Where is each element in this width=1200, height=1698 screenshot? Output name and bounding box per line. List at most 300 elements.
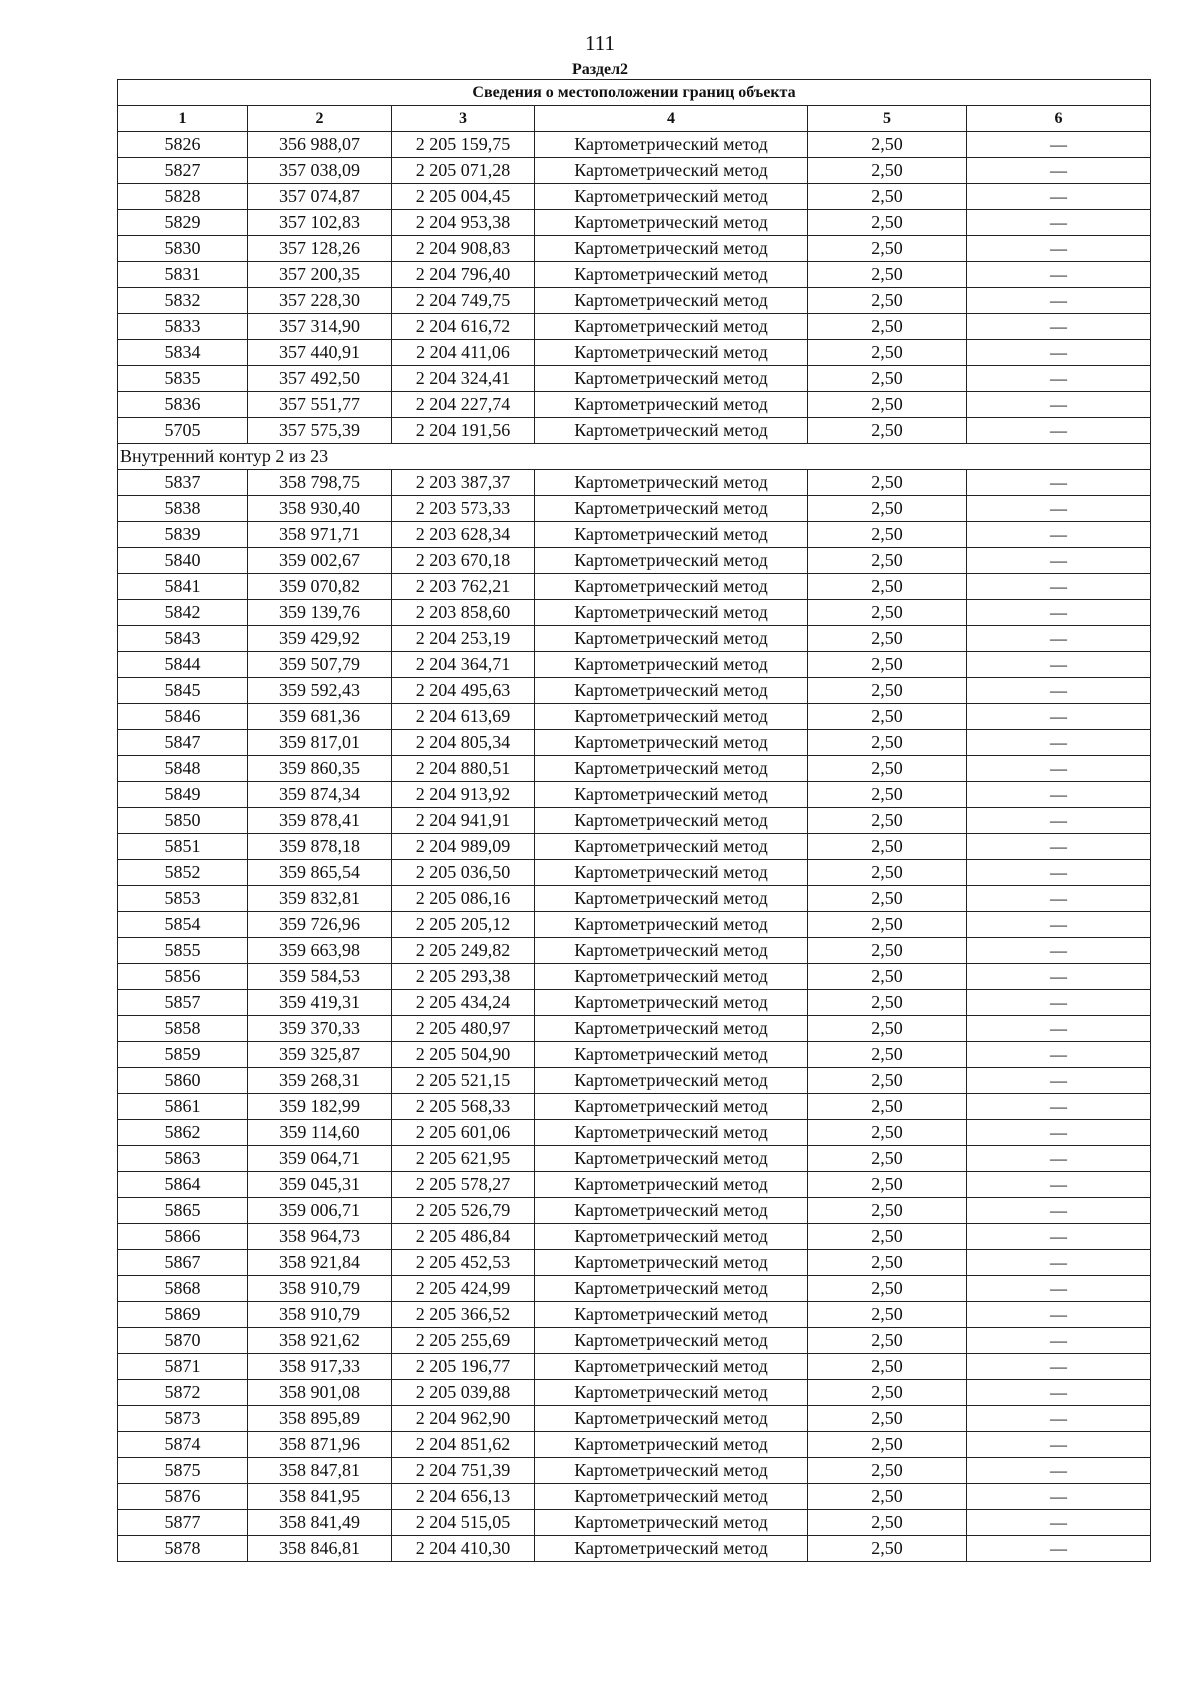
description-cell: — — [967, 548, 1151, 574]
x-coordinate-cell: 359 429,92 — [248, 626, 392, 652]
table-row — [118, 184, 1151, 210]
accuracy-cell: 2,50 — [808, 470, 967, 496]
description-cell: — — [967, 262, 1151, 288]
table-row — [118, 340, 1151, 366]
accuracy-cell: 2,50 — [808, 600, 967, 626]
accuracy-cell: 2,50 — [808, 938, 967, 964]
table-row — [118, 418, 1151, 444]
method-cell: Картометрический метод — [535, 236, 808, 262]
table-row — [118, 1172, 1151, 1198]
table-row — [118, 756, 1151, 782]
point-number-cell: 5861 — [118, 1094, 248, 1120]
accuracy-cell: 2,50 — [808, 1354, 967, 1380]
description-cell: — — [967, 522, 1151, 548]
point-number-cell: 5854 — [118, 912, 248, 938]
y-coordinate-cell: 2 204 253,19 — [392, 626, 535, 652]
x-coordinate-cell: 357 575,39 — [248, 418, 392, 444]
y-coordinate-cell: 2 204 616,72 — [392, 314, 535, 340]
y-coordinate-cell: 2 205 601,06 — [392, 1120, 535, 1146]
y-coordinate-cell: 2 205 434,24 — [392, 990, 535, 1016]
description-cell: — — [967, 600, 1151, 626]
y-coordinate-cell: 2 204 751,39 — [392, 1458, 535, 1484]
method-cell: Картометрический метод — [535, 912, 808, 938]
accuracy-cell: 2,50 — [808, 366, 967, 392]
point-number-cell: 5837 — [118, 470, 248, 496]
x-coordinate-cell: 356 988,07 — [248, 132, 392, 158]
accuracy-cell: 2,50 — [808, 678, 967, 704]
point-number-cell: 5829 — [118, 210, 248, 236]
column-number: 3 — [392, 106, 535, 132]
accuracy-cell: 2,50 — [808, 626, 967, 652]
method-cell: Картометрический метод — [535, 652, 808, 678]
table-row — [118, 158, 1151, 184]
accuracy-cell: 2,50 — [808, 808, 967, 834]
method-cell: Картометрический метод — [535, 1146, 808, 1172]
x-coordinate-cell: 359 045,31 — [248, 1172, 392, 1198]
point-number-cell: 5877 — [118, 1510, 248, 1536]
x-coordinate-cell: 357 128,26 — [248, 236, 392, 262]
point-number-cell: 5870 — [118, 1328, 248, 1354]
table-row — [118, 1276, 1151, 1302]
x-coordinate-cell: 357 228,30 — [248, 288, 392, 314]
table-row — [118, 262, 1151, 288]
description-cell: — — [967, 496, 1151, 522]
column-number: 6 — [967, 106, 1151, 132]
description-cell: — — [967, 1510, 1151, 1536]
x-coordinate-cell: 359 663,98 — [248, 938, 392, 964]
description-cell: — — [967, 1302, 1151, 1328]
accuracy-cell: 2,50 — [808, 314, 967, 340]
description-cell: — — [967, 860, 1151, 886]
accuracy-cell: 2,50 — [808, 262, 967, 288]
description-cell: — — [967, 782, 1151, 808]
table-row — [118, 1458, 1151, 1484]
table-row — [118, 132, 1151, 158]
table-row — [118, 236, 1151, 262]
table-row — [118, 1432, 1151, 1458]
accuracy-cell: 2,50 — [808, 730, 967, 756]
accuracy-cell: 2,50 — [808, 704, 967, 730]
y-coordinate-cell: 2 204 495,63 — [392, 678, 535, 704]
accuracy-cell: 2,50 — [808, 652, 967, 678]
point-number-cell: 5844 — [118, 652, 248, 678]
method-cell: Картометрический метод — [535, 1328, 808, 1354]
table-row — [118, 470, 1151, 496]
accuracy-cell: 2,50 — [808, 236, 967, 262]
point-number-cell: 5833 — [118, 314, 248, 340]
description-cell: — — [967, 938, 1151, 964]
x-coordinate-cell: 359 006,71 — [248, 1198, 392, 1224]
point-number-cell: 5866 — [118, 1224, 248, 1250]
table-row — [118, 1146, 1151, 1172]
y-coordinate-cell: 2 203 573,33 — [392, 496, 535, 522]
y-coordinate-cell: 2 204 880,51 — [392, 756, 535, 782]
accuracy-cell: 2,50 — [808, 1380, 967, 1406]
y-coordinate-cell: 2 204 989,09 — [392, 834, 535, 860]
x-coordinate-cell: 359 860,35 — [248, 756, 392, 782]
method-cell: Картометрический метод — [535, 1432, 808, 1458]
point-number-cell: 5864 — [118, 1172, 248, 1198]
x-coordinate-cell: 358 910,79 — [248, 1276, 392, 1302]
method-cell: Картометрический метод — [535, 1094, 808, 1120]
accuracy-cell: 2,50 — [808, 1094, 967, 1120]
y-coordinate-cell: 2 204 913,92 — [392, 782, 535, 808]
method-cell: Картометрический метод — [535, 470, 808, 496]
point-number-cell: 5851 — [118, 834, 248, 860]
y-coordinate-cell: 2 205 205,12 — [392, 912, 535, 938]
x-coordinate-cell: 359 726,96 — [248, 912, 392, 938]
y-coordinate-cell: 2 203 387,37 — [392, 470, 535, 496]
contour-row — [118, 444, 1151, 470]
table-row — [118, 990, 1151, 1016]
y-coordinate-cell: 2 204 227,74 — [392, 392, 535, 418]
point-number-cell: 5839 — [118, 522, 248, 548]
point-number-cell: 5845 — [118, 678, 248, 704]
description-cell: — — [967, 418, 1151, 444]
point-number-cell: 5855 — [118, 938, 248, 964]
y-coordinate-cell: 2 204 613,69 — [392, 704, 535, 730]
accuracy-cell: 2,50 — [808, 574, 967, 600]
description-cell: — — [967, 1458, 1151, 1484]
section-title: Раздел2 — [571, 61, 629, 78]
table-row — [118, 782, 1151, 808]
description-cell: — — [967, 132, 1151, 158]
table-row — [118, 1016, 1151, 1042]
method-cell: Картометрический метод — [535, 678, 808, 704]
table-row — [118, 1536, 1151, 1562]
description-cell: — — [967, 678, 1151, 704]
method-cell: Картометрический метод — [535, 392, 808, 418]
point-number-cell: 5832 — [118, 288, 248, 314]
y-coordinate-cell: 2 205 249,82 — [392, 938, 535, 964]
accuracy-cell: 2,50 — [808, 496, 967, 522]
point-number-cell: 5834 — [118, 340, 248, 366]
boundary-table — [117, 79, 1151, 1562]
x-coordinate-cell: 359 874,34 — [248, 782, 392, 808]
x-coordinate-cell: 357 440,91 — [248, 340, 392, 366]
y-coordinate-cell: 2 204 805,34 — [392, 730, 535, 756]
accuracy-cell: 2,50 — [808, 340, 967, 366]
x-coordinate-cell: 357 551,77 — [248, 392, 392, 418]
point-number-cell: 5841 — [118, 574, 248, 600]
x-coordinate-cell: 359 182,99 — [248, 1094, 392, 1120]
x-coordinate-cell: 357 038,09 — [248, 158, 392, 184]
accuracy-cell: 2,50 — [808, 1536, 967, 1562]
point-number-cell: 5859 — [118, 1042, 248, 1068]
y-coordinate-cell: 2 203 628,34 — [392, 522, 535, 548]
table-row — [118, 574, 1151, 600]
point-number-cell: 5852 — [118, 860, 248, 886]
description-cell: — — [967, 366, 1151, 392]
accuracy-cell: 2,50 — [808, 1146, 967, 1172]
description-cell: — — [967, 1406, 1151, 1432]
y-coordinate-cell: 2 204 796,40 — [392, 262, 535, 288]
x-coordinate-cell: 358 841,49 — [248, 1510, 392, 1536]
column-number: 2 — [248, 106, 392, 132]
table-row — [118, 1484, 1151, 1510]
point-number-cell: 5843 — [118, 626, 248, 652]
point-number-cell: 5831 — [118, 262, 248, 288]
table-row — [118, 834, 1151, 860]
y-coordinate-cell: 2 203 858,60 — [392, 600, 535, 626]
y-coordinate-cell: 2 204 324,41 — [392, 366, 535, 392]
method-cell: Картометрический метод — [535, 1198, 808, 1224]
x-coordinate-cell: 358 846,81 — [248, 1536, 392, 1562]
point-number-cell: 5846 — [118, 704, 248, 730]
method-cell: Картометрический метод — [535, 496, 808, 522]
method-cell: Картометрический метод — [535, 288, 808, 314]
column-number: 1 — [118, 106, 248, 132]
table-row — [118, 1380, 1151, 1406]
method-cell: Картометрический метод — [535, 730, 808, 756]
y-coordinate-cell: 2 204 515,05 — [392, 1510, 535, 1536]
y-coordinate-cell: 2 204 410,30 — [392, 1536, 535, 1562]
table-row — [118, 678, 1151, 704]
description-cell: — — [967, 964, 1151, 990]
table-row — [118, 626, 1151, 652]
x-coordinate-cell: 358 917,33 — [248, 1354, 392, 1380]
x-coordinate-cell: 359 370,33 — [248, 1016, 392, 1042]
accuracy-cell: 2,50 — [808, 1068, 967, 1094]
x-coordinate-cell: 357 314,90 — [248, 314, 392, 340]
y-coordinate-cell: 2 205 293,38 — [392, 964, 535, 990]
description-cell: — — [967, 470, 1151, 496]
y-coordinate-cell: 2 204 908,83 — [392, 236, 535, 262]
x-coordinate-cell: 359 114,60 — [248, 1120, 392, 1146]
method-cell: Картометрический метод — [535, 1380, 808, 1406]
point-number-cell: 5873 — [118, 1406, 248, 1432]
method-cell: Картометрический метод — [535, 834, 808, 860]
point-number-cell: 5842 — [118, 600, 248, 626]
point-number-cell: 5840 — [118, 548, 248, 574]
accuracy-cell: 2,50 — [808, 1276, 967, 1302]
description-cell: — — [967, 1536, 1151, 1562]
description-cell: — — [967, 1380, 1151, 1406]
description-cell: — — [967, 210, 1151, 236]
method-cell: Картометрический метод — [535, 314, 808, 340]
method-cell: Картометрический метод — [535, 418, 808, 444]
method-cell: Картометрический метод — [535, 1042, 808, 1068]
x-coordinate-cell: 359 268,31 — [248, 1068, 392, 1094]
description-cell: — — [967, 704, 1151, 730]
method-cell: Картометрический метод — [535, 1302, 808, 1328]
description-cell: — — [967, 730, 1151, 756]
table-row — [118, 912, 1151, 938]
point-number-cell: 5874 — [118, 1432, 248, 1458]
point-number-cell: 5705 — [118, 418, 248, 444]
accuracy-cell: 2,50 — [808, 1302, 967, 1328]
accuracy-cell: 2,50 — [808, 964, 967, 990]
point-number-cell: 5847 — [118, 730, 248, 756]
table-row — [118, 938, 1151, 964]
description-cell: — — [967, 834, 1151, 860]
description-cell: — — [967, 236, 1151, 262]
x-coordinate-cell: 359 139,76 — [248, 600, 392, 626]
table-row — [118, 548, 1151, 574]
y-coordinate-cell: 2 205 424,99 — [392, 1276, 535, 1302]
accuracy-cell: 2,50 — [808, 1198, 967, 1224]
description-cell: — — [967, 288, 1151, 314]
accuracy-cell: 2,50 — [808, 1328, 967, 1354]
point-number-cell: 5830 — [118, 236, 248, 262]
method-cell: Картометрический метод — [535, 626, 808, 652]
point-number-cell: 5875 — [118, 1458, 248, 1484]
point-number-cell: 5848 — [118, 756, 248, 782]
method-cell: Картометрический метод — [535, 1016, 808, 1042]
point-number-cell: 5856 — [118, 964, 248, 990]
description-cell: — — [967, 1172, 1151, 1198]
accuracy-cell: 2,50 — [808, 1172, 967, 1198]
point-number-cell: 5872 — [118, 1380, 248, 1406]
y-coordinate-cell: 2 204 941,91 — [392, 808, 535, 834]
x-coordinate-cell: 358 901,08 — [248, 1380, 392, 1406]
x-coordinate-cell: 359 832,81 — [248, 886, 392, 912]
method-cell: Картометрический метод — [535, 340, 808, 366]
accuracy-cell: 2,50 — [808, 1016, 967, 1042]
x-coordinate-cell: 359 064,71 — [248, 1146, 392, 1172]
point-number-cell: 5867 — [118, 1250, 248, 1276]
y-coordinate-cell: 2 204 953,38 — [392, 210, 535, 236]
point-number-cell: 5835 — [118, 366, 248, 392]
x-coordinate-cell: 359 070,82 — [248, 574, 392, 600]
accuracy-cell: 2,50 — [808, 1224, 967, 1250]
description-cell: — — [967, 808, 1151, 834]
accuracy-cell: 2,50 — [808, 522, 967, 548]
accuracy-cell: 2,50 — [808, 132, 967, 158]
accuracy-cell: 2,50 — [808, 912, 967, 938]
column-number: 5 — [808, 106, 967, 132]
x-coordinate-cell: 358 895,89 — [248, 1406, 392, 1432]
point-number-cell: 5838 — [118, 496, 248, 522]
description-cell: — — [967, 1328, 1151, 1354]
y-coordinate-cell: 2 204 962,90 — [392, 1406, 535, 1432]
point-number-cell: 5868 — [118, 1276, 248, 1302]
y-coordinate-cell: 2 205 504,90 — [392, 1042, 535, 1068]
point-number-cell: 5853 — [118, 886, 248, 912]
table-row — [118, 1302, 1151, 1328]
method-cell: Картометрический метод — [535, 548, 808, 574]
description-cell: — — [967, 1432, 1151, 1458]
method-cell: Картометрический метод — [535, 522, 808, 548]
accuracy-cell: 2,50 — [808, 1250, 967, 1276]
y-coordinate-cell: 2 205 621,95 — [392, 1146, 535, 1172]
x-coordinate-cell: 358 971,71 — [248, 522, 392, 548]
table-row — [118, 600, 1151, 626]
point-number-cell: 5876 — [118, 1484, 248, 1510]
y-coordinate-cell: 2 205 255,69 — [392, 1328, 535, 1354]
accuracy-cell: 2,50 — [808, 990, 967, 1016]
method-cell: Картометрический метод — [535, 158, 808, 184]
description-cell: — — [967, 990, 1151, 1016]
table-row — [118, 1198, 1151, 1224]
table-row — [118, 210, 1151, 236]
table-body — [118, 80, 1151, 1562]
method-cell: Картометрический метод — [535, 990, 808, 1016]
method-cell: Картометрический метод — [535, 184, 808, 210]
y-coordinate-cell: 2 204 749,75 — [392, 288, 535, 314]
method-cell: Картометрический метод — [535, 1120, 808, 1146]
point-number-cell: 5865 — [118, 1198, 248, 1224]
method-cell: Картометрический метод — [535, 808, 808, 834]
method-cell: Картометрический метод — [535, 1250, 808, 1276]
description-cell: — — [967, 652, 1151, 678]
description-cell: — — [967, 158, 1151, 184]
accuracy-cell: 2,50 — [808, 1432, 967, 1458]
point-number-cell: 5871 — [118, 1354, 248, 1380]
x-coordinate-cell: 359 878,41 — [248, 808, 392, 834]
point-number-cell: 5878 — [118, 1536, 248, 1562]
x-coordinate-cell: 359 865,54 — [248, 860, 392, 886]
accuracy-cell: 2,50 — [808, 1458, 967, 1484]
y-coordinate-cell: 2 205 366,52 — [392, 1302, 535, 1328]
description-cell: — — [967, 1250, 1151, 1276]
accuracy-cell: 2,50 — [808, 782, 967, 808]
description-cell: — — [967, 1120, 1151, 1146]
x-coordinate-cell: 359 592,43 — [248, 678, 392, 704]
x-coordinate-cell: 359 507,79 — [248, 652, 392, 678]
accuracy-cell: 2,50 — [808, 886, 967, 912]
y-coordinate-cell: 2 203 670,18 — [392, 548, 535, 574]
table-row — [118, 314, 1151, 340]
method-cell: Картометрический метод — [535, 262, 808, 288]
method-cell: Картометрический метод — [535, 574, 808, 600]
x-coordinate-cell: 357 492,50 — [248, 366, 392, 392]
description-cell: — — [967, 314, 1151, 340]
y-coordinate-cell: 2 205 086,16 — [392, 886, 535, 912]
description-cell: — — [967, 1354, 1151, 1380]
point-number-cell: 5857 — [118, 990, 248, 1016]
point-number-cell: 5858 — [118, 1016, 248, 1042]
accuracy-cell: 2,50 — [808, 1042, 967, 1068]
description-cell: — — [967, 184, 1151, 210]
accuracy-cell: 2,50 — [808, 418, 967, 444]
column-number: 4 — [535, 106, 808, 132]
table-row — [118, 1510, 1151, 1536]
method-cell: Картометрический метод — [535, 1276, 808, 1302]
description-cell: — — [967, 1276, 1151, 1302]
table-row — [118, 392, 1151, 418]
contour-label: Внутренний контур 2 из 23 — [118, 444, 1151, 470]
x-coordinate-cell: 359 419,31 — [248, 990, 392, 1016]
description-cell: — — [967, 1042, 1151, 1068]
table-title: Сведения о местоположении границ объекта — [118, 80, 1151, 106]
method-cell: Картометрический метод — [535, 964, 808, 990]
table-row — [118, 652, 1151, 678]
method-cell: Картометрический метод — [535, 782, 808, 808]
description-cell: — — [967, 1484, 1151, 1510]
x-coordinate-cell: 358 871,96 — [248, 1432, 392, 1458]
description-cell: — — [967, 392, 1151, 418]
x-coordinate-cell: 358 921,62 — [248, 1328, 392, 1354]
y-coordinate-cell: 2 205 071,28 — [392, 158, 535, 184]
point-number-cell: 5836 — [118, 392, 248, 418]
method-cell: Картометрический метод — [535, 600, 808, 626]
description-cell: — — [967, 1198, 1151, 1224]
boundary-table-container — [117, 79, 1150, 1562]
method-cell: Картометрический метод — [535, 1172, 808, 1198]
y-coordinate-cell: 2 205 486,84 — [392, 1224, 535, 1250]
x-coordinate-cell: 358 910,79 — [248, 1302, 392, 1328]
table-row — [118, 1354, 1151, 1380]
table-row — [118, 704, 1151, 730]
description-cell: — — [967, 756, 1151, 782]
point-number-cell: 5828 — [118, 184, 248, 210]
description-cell: — — [967, 1094, 1151, 1120]
method-cell: Картометрический метод — [535, 366, 808, 392]
table-row — [118, 288, 1151, 314]
table-row — [118, 1250, 1151, 1276]
y-coordinate-cell: 2 205 159,75 — [392, 132, 535, 158]
